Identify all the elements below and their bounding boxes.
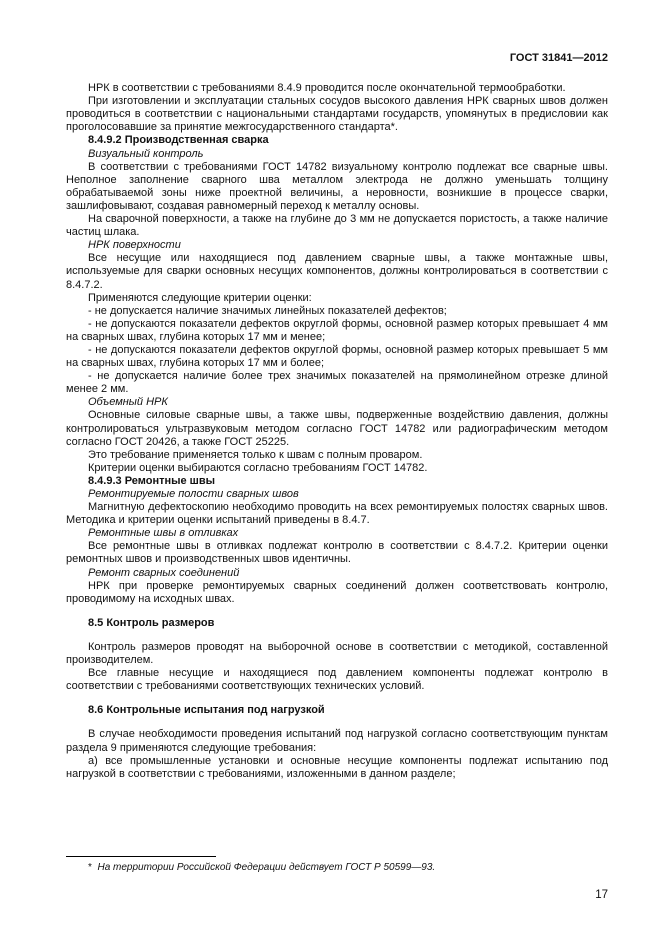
paragraph: - не допускаются показатели дефектов округлой формы, основной размер которых превышает 4 мм на сварных швах, глубина которых 17 мм и менее;: [66, 317, 608, 343]
paragraph: НРК при проверке ремонтируемых сварных соединений должен соответствовать контролю, проводимому на исходных швах.: [66, 579, 608, 605]
paragraph: - не допускается наличие значимых линейных показателей дефектов;: [88, 304, 447, 317]
paragraph: Это требование применяется только к швам с полным проваром.: [88, 448, 423, 461]
paragraph: Магнитную дефектоскопию необходимо проводить на всех ремонтируемых полостях сварных швов. Методика и критерии оценки испытаний приведены в 8.4.7.: [66, 501, 608, 527]
section-heading: 8.6 Контрольные испытания под нагрузкой: [88, 704, 325, 717]
paragraph: В случае необходимости проведения испытаний под нагрузкой согласно соответствующим пунктам раздела 9 применяются следующие требования:: [66, 728, 608, 754]
paragraph: НРК в соответствии с требованиями 8.4.9 проводится после окончательной термообработки.: [88, 82, 566, 95]
paragraph: а) все промышленные установки и основные несущие компоненты подлежат испытанию под нагрузкой в соответствии с требованиями, изложенными в данном разделе;: [66, 754, 608, 780]
italic-subheading: Ремонтируемые полости сварных швов: [88, 488, 299, 500]
section-heading: 8.5 Контроль размеров: [88, 616, 215, 629]
footnote: [66, 861, 608, 874]
paragraph: Применяются следующие критерии оценки:: [88, 291, 312, 304]
italic-subheading: НРК поверхности: [88, 239, 181, 252]
italic-subheading: Визуальный контроль: [88, 147, 204, 160]
paragraph: Основные силовые сварные швы, а также швы, подверженные воздействию давления, должны контролироваться ультразвуковым методом согласно ГОСТ 14782 или радиографическим методом согласно ГОСТ 20426, а также ГОСТ 25225.: [66, 409, 608, 448]
italic-subheading: Ремонтные швы в отливках: [88, 527, 239, 540]
document-body: [66, 82, 608, 781]
page-number: 17: [595, 888, 608, 901]
paragraph: - не допускаются показатели дефектов округлой формы, основной размер которых превышает 5 мм на сварных швах, глубина которых 17 мм и более;: [66, 343, 608, 370]
footnote-block: [66, 856, 608, 874]
footnote-text: На территории Российской Федерации действует ГОСТ Р 50599—93.: [97, 861, 436, 873]
paragraph: При изготовлении и эксплуатации стальных сосудов высокого давления НРК сварных швов должен проводиться в соответствии с национальными стандартами государств, упомянутых в предисловии как проголосовавшие за принятие межгосударственного стандарта*.: [66, 95, 608, 134]
doc-number-header: ГОСТ 31841—2012: [509, 52, 608, 64]
paragraph: На сварочной поверхности, а также на глубине до 3 мм не допускается пористость, а также наличие частиц шлака.: [66, 213, 608, 239]
paragraph: - не допускается наличие более трех значимых показателей на прямолинейном отрезке длиной менее 2 мм.: [66, 370, 608, 396]
paragraph: Все ремонтные швы в отливках подлежат контролю в соответствии с 8.4.7.2. Критерии оценки ремонтных швов и производственных швов идентичны.: [66, 540, 608, 566]
footnote-rule: [66, 856, 216, 857]
sub-heading: 8.4.9.3 Ремонтные швы: [88, 474, 216, 487]
sub-heading: 8.4.9.2 Производственная сварка: [88, 134, 269, 147]
footnote-marker: *: [88, 861, 92, 873]
paragraph: Контроль размеров проводят на выборочной основе в соответствии с методикой, составленной производителем.: [66, 640, 608, 667]
italic-subheading: Ремонт сварных соединений: [88, 566, 240, 579]
italic-subheading: Объемный НРК: [88, 396, 168, 409]
paragraph: Критерии оценки выбираются согласно требованиям ГОСТ 14782.: [88, 461, 428, 474]
paragraph: Все главные несущие и находящиеся под давлением компоненты подлежат контролю в соответствии с требованиями соответствующих технических условий.: [66, 667, 608, 693]
paragraph: Все несущие или находящиеся под давлением сварные швы, а также монтажные швы, используемые для сварки основных несущих компонентов, должны контролироваться в соответствии с 8.4.7.2.: [66, 252, 608, 291]
paragraph: В соответствии с требованиями ГОСТ 14782 визуальному контролю подлежат все сварные швы. Неполное заполнение сварного шва металлом электрода не должно уменьшать толщину обрабатываемой зоны ниже проектной величины, а неровности, возникшие в процессе сварки, зашлифовывают, создавая равномерный переход к металлу основы.: [66, 160, 608, 212]
